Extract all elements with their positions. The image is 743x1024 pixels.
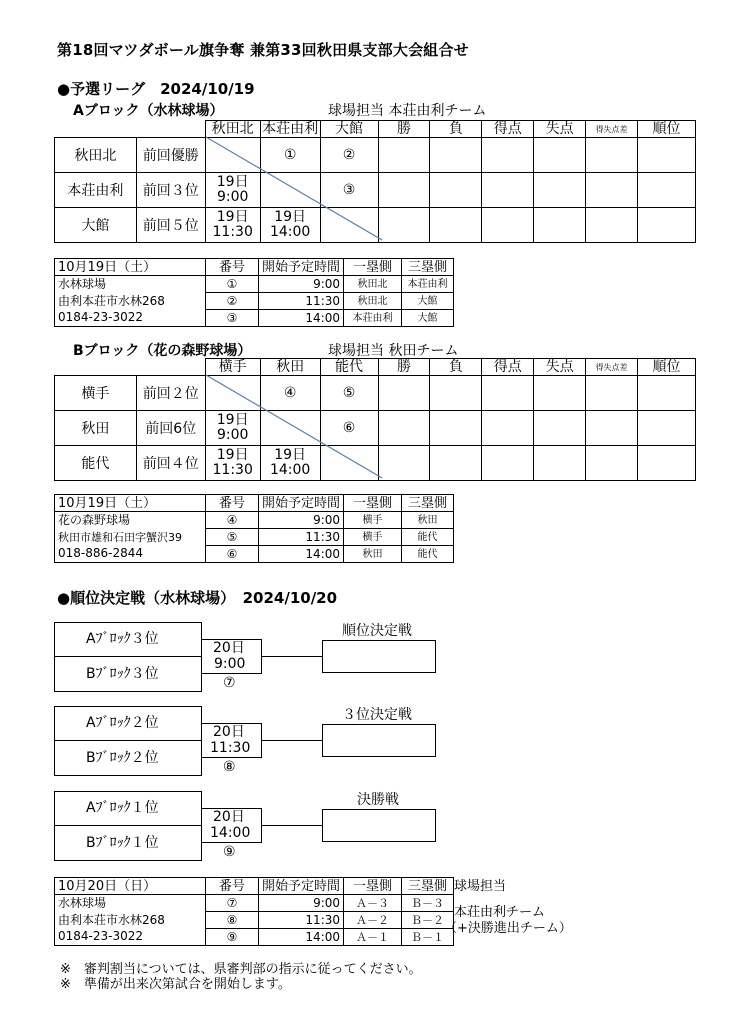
game-no: ②: [206, 293, 259, 310]
col-rank: 順位: [638, 359, 696, 376]
phone: 018-886-2844: [55, 546, 206, 563]
game-no: ⑤: [206, 529, 259, 546]
col-win: 勝: [378, 359, 430, 376]
game-time: 11:30: [259, 529, 344, 546]
game-no: ⑥: [206, 546, 259, 563]
first-base: 秋田北: [344, 276, 402, 293]
address: 秋田市雄和石田字蟹沢39: [55, 529, 206, 546]
block-b-manager: 球場担当 秋田チーム: [328, 343, 459, 359]
col-loss: 負: [430, 121, 482, 138]
game-no: ④: [206, 512, 259, 529]
footnote-2: ※ 準備が出来次第試合を開始します。: [60, 977, 291, 992]
bracket-day: 20日: [213, 640, 245, 656]
match-time: 19日 9:00: [205, 411, 260, 446]
game-no: ⑦: [206, 895, 259, 912]
venue: 水林球場: [55, 276, 206, 293]
address: 由利本荘市水林268: [55, 912, 206, 929]
schedule-date: 10月19日（土）: [55, 495, 206, 512]
col-rank: 順位: [638, 121, 696, 138]
bracket-result-box: [322, 724, 436, 757]
match-time: 19日 9:00: [205, 173, 260, 208]
schedule-date: 10月19日（土）: [55, 259, 206, 276]
finals-heading: ●順位決定戦（水林球場） 2024/10/20: [57, 589, 338, 607]
phone: 0184-23-3022: [55, 310, 206, 327]
row-note: 前回6位: [136, 411, 205, 446]
bracket-game-no: ⑧: [223, 759, 236, 775]
row-team: 大館: [55, 208, 137, 243]
bracket-time: 11:30: [210, 740, 251, 756]
bracket-result-label: 順位決定戦: [342, 623, 412, 639]
bracket-result-label: 決勝戦: [357, 792, 399, 808]
bracket-bottom-team: Bﾌﾞﾛｯｸ３位: [86, 666, 159, 682]
bracket-result-label: ３位決定戦: [342, 707, 412, 723]
phone: 0184-23-3022: [55, 929, 206, 946]
third-base: 本荘由利: [402, 276, 454, 293]
game-time: 14:00: [259, 546, 344, 563]
game-time: 11:30: [259, 912, 344, 929]
col-team-3: 大館: [320, 121, 378, 138]
first-base: 横手: [344, 529, 402, 546]
finals-manager-team: 本荘由利チーム: [454, 905, 546, 920]
row-note: 前回５位: [136, 208, 205, 243]
col-loss: 負: [430, 359, 482, 376]
row-team: 横手: [55, 376, 137, 411]
row-note: 前回３位: [136, 173, 205, 208]
col-scored: 得点: [482, 121, 534, 138]
game-time: 11:30: [259, 293, 344, 310]
hdr-first: 一塁側: [344, 259, 402, 276]
finals-manager-label: 球場担当: [454, 879, 507, 894]
finals-manager-note: （+決勝進出チーム）: [444, 921, 572, 936]
third-base: 大館: [402, 293, 454, 310]
hdr-time: 開始予定時間: [259, 259, 344, 276]
bracket-day: 20日: [213, 724, 245, 740]
venue: 水林球場: [55, 895, 206, 912]
hdr-no: 番号: [206, 495, 259, 512]
row-team: 秋田北: [55, 138, 137, 173]
match-no: ⑤: [320, 376, 378, 411]
third-base: Ｂ－２: [402, 912, 454, 929]
match-no: ①: [260, 138, 320, 173]
first-base: 本荘由利: [344, 310, 402, 327]
col-team-1: 秋田北: [205, 121, 260, 138]
col-conceded: 失点: [534, 121, 586, 138]
hdr-no: 番号: [206, 259, 259, 276]
first-base: Ａ－２: [344, 912, 402, 929]
finals-schedule: [54, 877, 454, 946]
first-base: Ａ－１: [344, 929, 402, 946]
col-team-1: 横手: [205, 359, 260, 376]
match-no: ⑥: [320, 411, 378, 446]
game-no: ①: [206, 276, 259, 293]
bracket-day: 20日: [213, 809, 245, 825]
row-team: 能代: [55, 446, 137, 481]
hdr-third: 三塁側: [402, 495, 454, 512]
col-diff: 得失点差: [586, 359, 638, 376]
hdr-time: 開始予定時間: [259, 495, 344, 512]
third-base: Ｂ－３: [402, 895, 454, 912]
row-note: 前回４位: [136, 446, 205, 481]
match-no: ④: [260, 376, 320, 411]
row-team: 本荘由利: [55, 173, 137, 208]
block-b-name: Bブロック（花の森野球場）: [73, 343, 252, 359]
bracket-result-box: [322, 640, 436, 673]
row-team: 秋田: [55, 411, 137, 446]
first-base: 秋田: [344, 546, 402, 563]
match-time: 19日 14:00: [260, 208, 320, 243]
document-title: 第18回マツダボール旗争奪 兼第33回秋田県支部大会組合せ: [57, 41, 469, 59]
game-no: ⑧: [206, 912, 259, 929]
third-base: Ｂ－１: [402, 929, 454, 946]
col-team-3: 能代: [320, 359, 378, 376]
block-b-schedule: [54, 494, 454, 563]
col-win: 勝: [378, 121, 430, 138]
bracket-bottom-team: Bﾌﾞﾛｯｸ１位: [86, 835, 159, 851]
block-b-diagonal: [0, 0, 743, 500]
prelim-heading: ●予選リーグ 2024/10/19: [57, 80, 255, 98]
bracket-top-team: Aﾌﾞﾛｯｸ３位: [86, 631, 159, 647]
game-no: ③: [206, 310, 259, 327]
col-scored: 得点: [482, 359, 534, 376]
bracket-top-team: Aﾌﾞﾛｯｸ２位: [86, 715, 159, 731]
block-a-manager: 球場担当 本荘由利チーム: [328, 103, 487, 119]
bracket-game-no: ⑦: [223, 675, 236, 691]
bracket-game-no: ⑨: [223, 844, 236, 860]
first-base: 横手: [344, 512, 402, 529]
game-no: ⑨: [206, 929, 259, 946]
match-time: 19日 14:00: [260, 446, 320, 481]
hdr-first: 一塁側: [344, 878, 402, 895]
game-time: 14:00: [259, 929, 344, 946]
game-time: 14:00: [259, 310, 344, 327]
third-base: 能代: [402, 546, 454, 563]
schedule-date: 10月20日（日）: [55, 878, 206, 895]
match-time: 19日 11:30: [205, 446, 260, 481]
first-base: Ａ－３: [344, 895, 402, 912]
match-time: 19日 11:30: [205, 208, 260, 243]
hdr-time: 開始予定時間: [259, 878, 344, 895]
footnote-1: ※ 審判割当については、県審判部の指示に従ってください。: [60, 962, 422, 977]
venue: 花の森野球場: [55, 512, 206, 529]
bracket-time: 9:00: [214, 656, 246, 672]
bracket-result-box: [322, 809, 436, 842]
third-base: 能代: [402, 529, 454, 546]
hdr-no: 番号: [206, 878, 259, 895]
hdr-first: 一塁側: [344, 495, 402, 512]
row-note: 前回優勝: [136, 138, 205, 173]
col-diff: 得失点差: [586, 121, 638, 138]
row-note: 前回２位: [136, 376, 205, 411]
hdr-third: 三塁側: [402, 259, 454, 276]
bracket-top-team: Aﾌﾞﾛｯｸ１位: [86, 800, 159, 816]
match-no: ②: [320, 138, 378, 173]
address: 由利本荘市水林268: [55, 293, 206, 310]
game-time: 9:00: [259, 895, 344, 912]
match-no: ③: [320, 173, 378, 208]
third-base: 秋田: [402, 512, 454, 529]
hdr-third: 三塁側: [402, 878, 454, 895]
col-conceded: 失点: [534, 359, 586, 376]
third-base: 大館: [402, 310, 454, 327]
block-a-name: Aブロック（水林球場）: [73, 103, 224, 119]
game-time: 9:00: [259, 512, 344, 529]
bracket-time: 14:00: [210, 825, 251, 841]
first-base: 秋田北: [344, 293, 402, 310]
game-time: 9:00: [259, 276, 344, 293]
bracket-bottom-team: Bﾌﾞﾛｯｸ２位: [86, 750, 159, 766]
col-team-2: 本荘由利: [262, 120, 319, 137]
col-team-2: 秋田: [260, 359, 320, 376]
